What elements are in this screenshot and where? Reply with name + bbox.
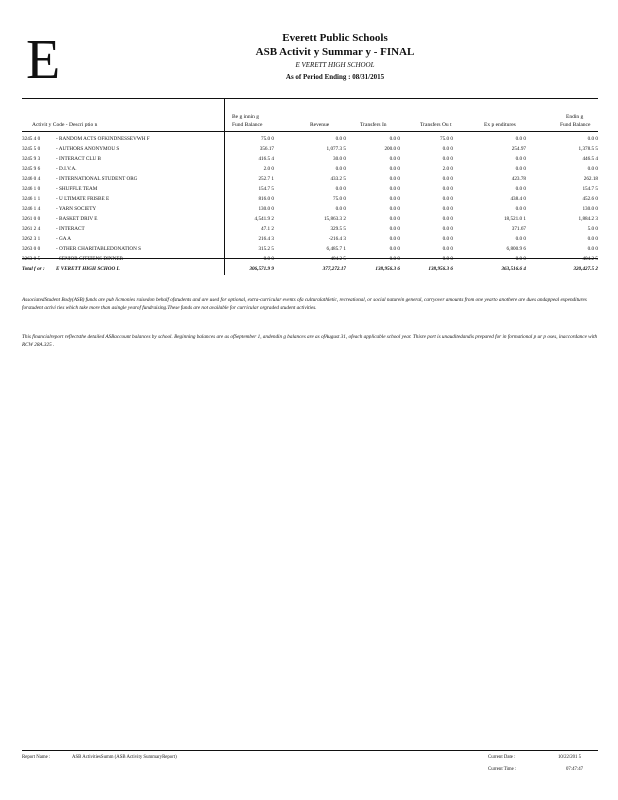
report-note: This financialreport reflectsthe detailed ASBaccount balances by school. Beginning balances are as ofSeptember 1, andendin g balances are as ofAugust 31, ofeach applicable school year. Thisre port is unauditedandis prepared for in formational p ur p oses, inaccordance with RCW 28A.325 . [22, 334, 598, 348]
table-row [22, 224, 598, 234]
cell-tin: 0.0 0 [389, 236, 400, 242]
table-row [22, 244, 598, 254]
cell-end: 262.18 [583, 176, 598, 182]
cell-exp: 371.67 [511, 226, 526, 232]
report-title: ASB Activit y Summar y - FINAL [255, 46, 415, 58]
cell-tout: 0.0 0 [442, 186, 453, 192]
current-date-label: Current Date : [488, 755, 516, 760]
cell-tin: 0.0 0 [389, 136, 400, 142]
cell-tin: 0.0 0 [389, 226, 400, 232]
cell-end: 446.5 4 [582, 156, 598, 162]
cell-code: 3261 0 0 [22, 216, 41, 222]
cell-tin: 0.0 0 [389, 186, 400, 192]
cell-begin: 315.2 5 [258, 246, 274, 252]
current-time-label: Current Time : [488, 767, 517, 772]
cell-tin: 0.0 0 [389, 216, 400, 222]
cell-tin: 0.0 0 [389, 166, 400, 172]
cell-exp: 0.0 0 [515, 136, 526, 142]
table-row [22, 144, 598, 154]
cell-end: 1,884.2 3 [578, 216, 598, 222]
cell-code: 3263 0 5 [22, 256, 41, 262]
table-row [22, 154, 598, 164]
cell-tout: 2.0 0 [442, 166, 453, 172]
cell-tout: 0.0 0 [442, 206, 453, 212]
cell-desc: - YARN SOCIETY [56, 206, 97, 212]
cell-revenue: 404.2 5 [330, 256, 346, 262]
asb-note: AssociatedStudent Body(ASB) funds are pub licmonies raisedon behalf ofstudents and are used for optional, extra-curricular events ofa culturalathletic, recreational, or social naturein general, carryover amounts from one yearto anothere are dues andappeal expenditures forstudent activi ties which take more than asingle yearof fundraising.These funds are not available for curricular orgraded student activities. [22, 297, 587, 311]
cell-tin: 0.0 0 [389, 206, 400, 212]
cell-code: 3246 0 4 [22, 176, 41, 182]
footer-rule [22, 750, 598, 751]
cell-begin: 130.0 0 [258, 206, 274, 212]
cell-exp: 0.0 0 [515, 156, 526, 162]
col-transfers-out: Transfers Ou t [420, 122, 452, 128]
table-row [22, 254, 598, 264]
col-end-top: Endin g [566, 114, 584, 120]
cell-exp: 0.0 0 [515, 206, 526, 212]
table-row [22, 164, 598, 174]
col-activity: Activit y Code - Descri ptio n [32, 122, 98, 128]
col-transfers-in: Transfers In [360, 122, 387, 128]
cell-exp: 0.0 0 [515, 166, 526, 172]
cell-desc: - INTERNATIONAL STUDENT ORG [56, 176, 138, 182]
cell-end: 0.0 0 [587, 246, 598, 252]
cell-revenue: 1,077.3 5 [326, 146, 346, 152]
cell-desc: - OTHER CHARITABLEDONATION S [56, 246, 142, 252]
cell-desc: - D.I.V.A. [56, 166, 77, 172]
cell-end: 0.0 0 [587, 136, 598, 142]
period-ending: As of Period Ending : 08/31/2015 [285, 73, 385, 81]
cell-tout: 0.0 0 [442, 156, 453, 162]
cell-begin: 47.1 2 [261, 226, 274, 232]
cell-begin: 216.4 3 [258, 236, 274, 242]
cell-exp: 438.4 0 [510, 196, 526, 202]
col-begin-bottom: Fund Balance [232, 122, 263, 128]
cell-tin: 0.0 0 [389, 176, 400, 182]
cell-code: 3245 4 0 [22, 136, 41, 142]
cell-exp: 0.0 0 [515, 236, 526, 242]
col-revenue: Revenue [310, 122, 330, 128]
cell-tin: 0.0 0 [389, 256, 400, 262]
cell-tout: 0.0 0 [442, 256, 453, 262]
table-row [22, 184, 598, 194]
cell-end: 5.0 0 [587, 226, 598, 232]
total-label: Total f or : [22, 266, 45, 272]
cell-revenue: 329.5 5 [330, 226, 346, 232]
cell-tout: 0.0 0 [442, 236, 453, 242]
cell-tin: 0.0 0 [389, 196, 400, 202]
cell-end: 1,378.5 5 [578, 146, 598, 152]
cell-end: 154.7 5 [582, 186, 598, 192]
cell-revenue: 0.0 0 [335, 206, 346, 212]
table-row [22, 134, 598, 144]
cell-begin: 252.7 1 [258, 176, 274, 182]
cell-begin: 4,541.9 2 [254, 216, 274, 222]
district-name: Everett Public Schools [282, 32, 388, 44]
cell-code: 3262 3 1 [22, 236, 41, 242]
cell-revenue: -216.4 3 [328, 236, 346, 242]
cell-exp: 6,800.9 6 [506, 246, 526, 252]
cell-exp: 18,521.0 1 [503, 216, 526, 222]
cell-revenue: 0.0 0 [335, 136, 346, 142]
cell-exp: 254.97 [511, 146, 526, 152]
cell-tin: 0.0 0 [389, 246, 400, 252]
total-exp: 363,516.6 4 [501, 266, 526, 272]
cell-revenue: 15,863.3 2 [323, 216, 346, 222]
cell-revenue: 6,485.7 1 [326, 246, 346, 252]
cell-code: 3263 0 0 [22, 246, 41, 252]
col-begin-top: Be g innin g [232, 114, 260, 120]
cell-revenue: 30.0 0 [333, 156, 346, 162]
cell-desc: - SHUFFLE TEAM [56, 186, 98, 192]
total-begin: 306,571.9 9 [249, 266, 274, 272]
cell-end: 0.0 0 [587, 236, 598, 242]
table-row [22, 234, 598, 244]
cell-desc: - INTERACT [56, 226, 85, 232]
cell-desc: - RANDOM ACTS OFKINDNESSEVWH F [56, 136, 150, 142]
activity-table [22, 134, 598, 274]
cell-desc: - BASKET DRIV E [56, 216, 98, 222]
cell-begin: 816.0 0 [258, 196, 274, 202]
cell-revenue: 0.0 0 [335, 166, 346, 172]
total-end: 320,427.5 2 [573, 266, 598, 272]
cell-end: 452.6 0 [582, 196, 598, 202]
cell-end: 130.0 0 [582, 206, 598, 212]
cell-code: 3245 9 6 [22, 166, 41, 172]
header-rule [22, 98, 598, 99]
cell-end: 404.2 5 [582, 256, 598, 262]
cell-code: 3246 1 1 [22, 196, 41, 202]
cell-exp: 0.0 0 [515, 186, 526, 192]
cell-tout: 0.0 0 [442, 176, 453, 182]
cell-begin: 75.0 0 [261, 136, 274, 142]
cell-desc: - SENIOR CITIZENS DINNER [56, 256, 123, 262]
cell-begin: 0.0 0 [263, 256, 274, 262]
school-name: E VERETT HIGH SCHOOL [295, 61, 375, 69]
cell-begin: 154.7 5 [258, 186, 274, 192]
column-head-rule [22, 131, 598, 132]
total-name: E VERETT HIGH SCHOO L [56, 266, 120, 272]
cell-begin: 356.17 [259, 146, 274, 152]
cell-exp: 0.0 0 [515, 256, 526, 262]
cell-exp: 423.78 [511, 176, 526, 182]
cell-tout: 0.0 0 [442, 196, 453, 202]
total-revenue: 377,272.17 [322, 266, 346, 272]
cell-revenue: 433.2 5 [330, 176, 346, 182]
current-date-value: 10/22/201 5 [558, 755, 582, 760]
cell-desc: - U LTIMATE FRISBE E [56, 196, 110, 202]
total-row [22, 264, 598, 274]
cell-revenue: 75.0 0 [333, 196, 346, 202]
cell-code: 3245 5 0 [22, 146, 41, 152]
cell-tout: 0.0 0 [442, 226, 453, 232]
cell-begin: 2.0 0 [263, 166, 274, 172]
district-letter-logo: E [26, 29, 61, 91]
table-row [22, 214, 598, 224]
total-rule [22, 258, 598, 259]
col-expenditures: Ex p enditures [484, 122, 516, 128]
cell-code: 3245 9 3 [22, 156, 41, 162]
cell-desc: - GA A [56, 236, 71, 242]
total-tout: 138,956.3 6 [428, 266, 453, 272]
cell-end: 0.0 0 [587, 166, 598, 172]
cell-tout: 75.0 0 [440, 136, 453, 142]
cell-desc: - INTERACT CLU B [56, 156, 102, 162]
col-end-bottom: Fund Balance [560, 122, 591, 128]
report-name-label: Report Name : [22, 755, 51, 760]
cell-code: 3246 1 0 [22, 186, 41, 192]
cell-tin: 0.0 0 [389, 156, 400, 162]
cell-tout: 0.0 0 [442, 246, 453, 252]
cell-code: 3261 2 4 [22, 226, 41, 232]
cell-desc: - AUTHORS ANONYMOU S [56, 146, 120, 152]
report-name-value: ASB ActivitiesSumm (ASB Activity SummaryReport) [72, 755, 177, 760]
current-time-value: 07:47:47 [566, 767, 584, 772]
cell-begin: 416.5 4 [258, 156, 274, 162]
cell-tin: 200.0 0 [384, 146, 400, 152]
cell-revenue: 0.0 0 [335, 186, 346, 192]
cell-code: 3246 1 4 [22, 206, 41, 212]
cell-tout: 0.0 0 [442, 146, 453, 152]
table-row [22, 174, 598, 184]
table-row [22, 194, 598, 204]
table-row [22, 204, 598, 214]
cell-tout: 0.0 0 [442, 216, 453, 222]
total-tin: 138,956.3 6 [375, 266, 400, 272]
